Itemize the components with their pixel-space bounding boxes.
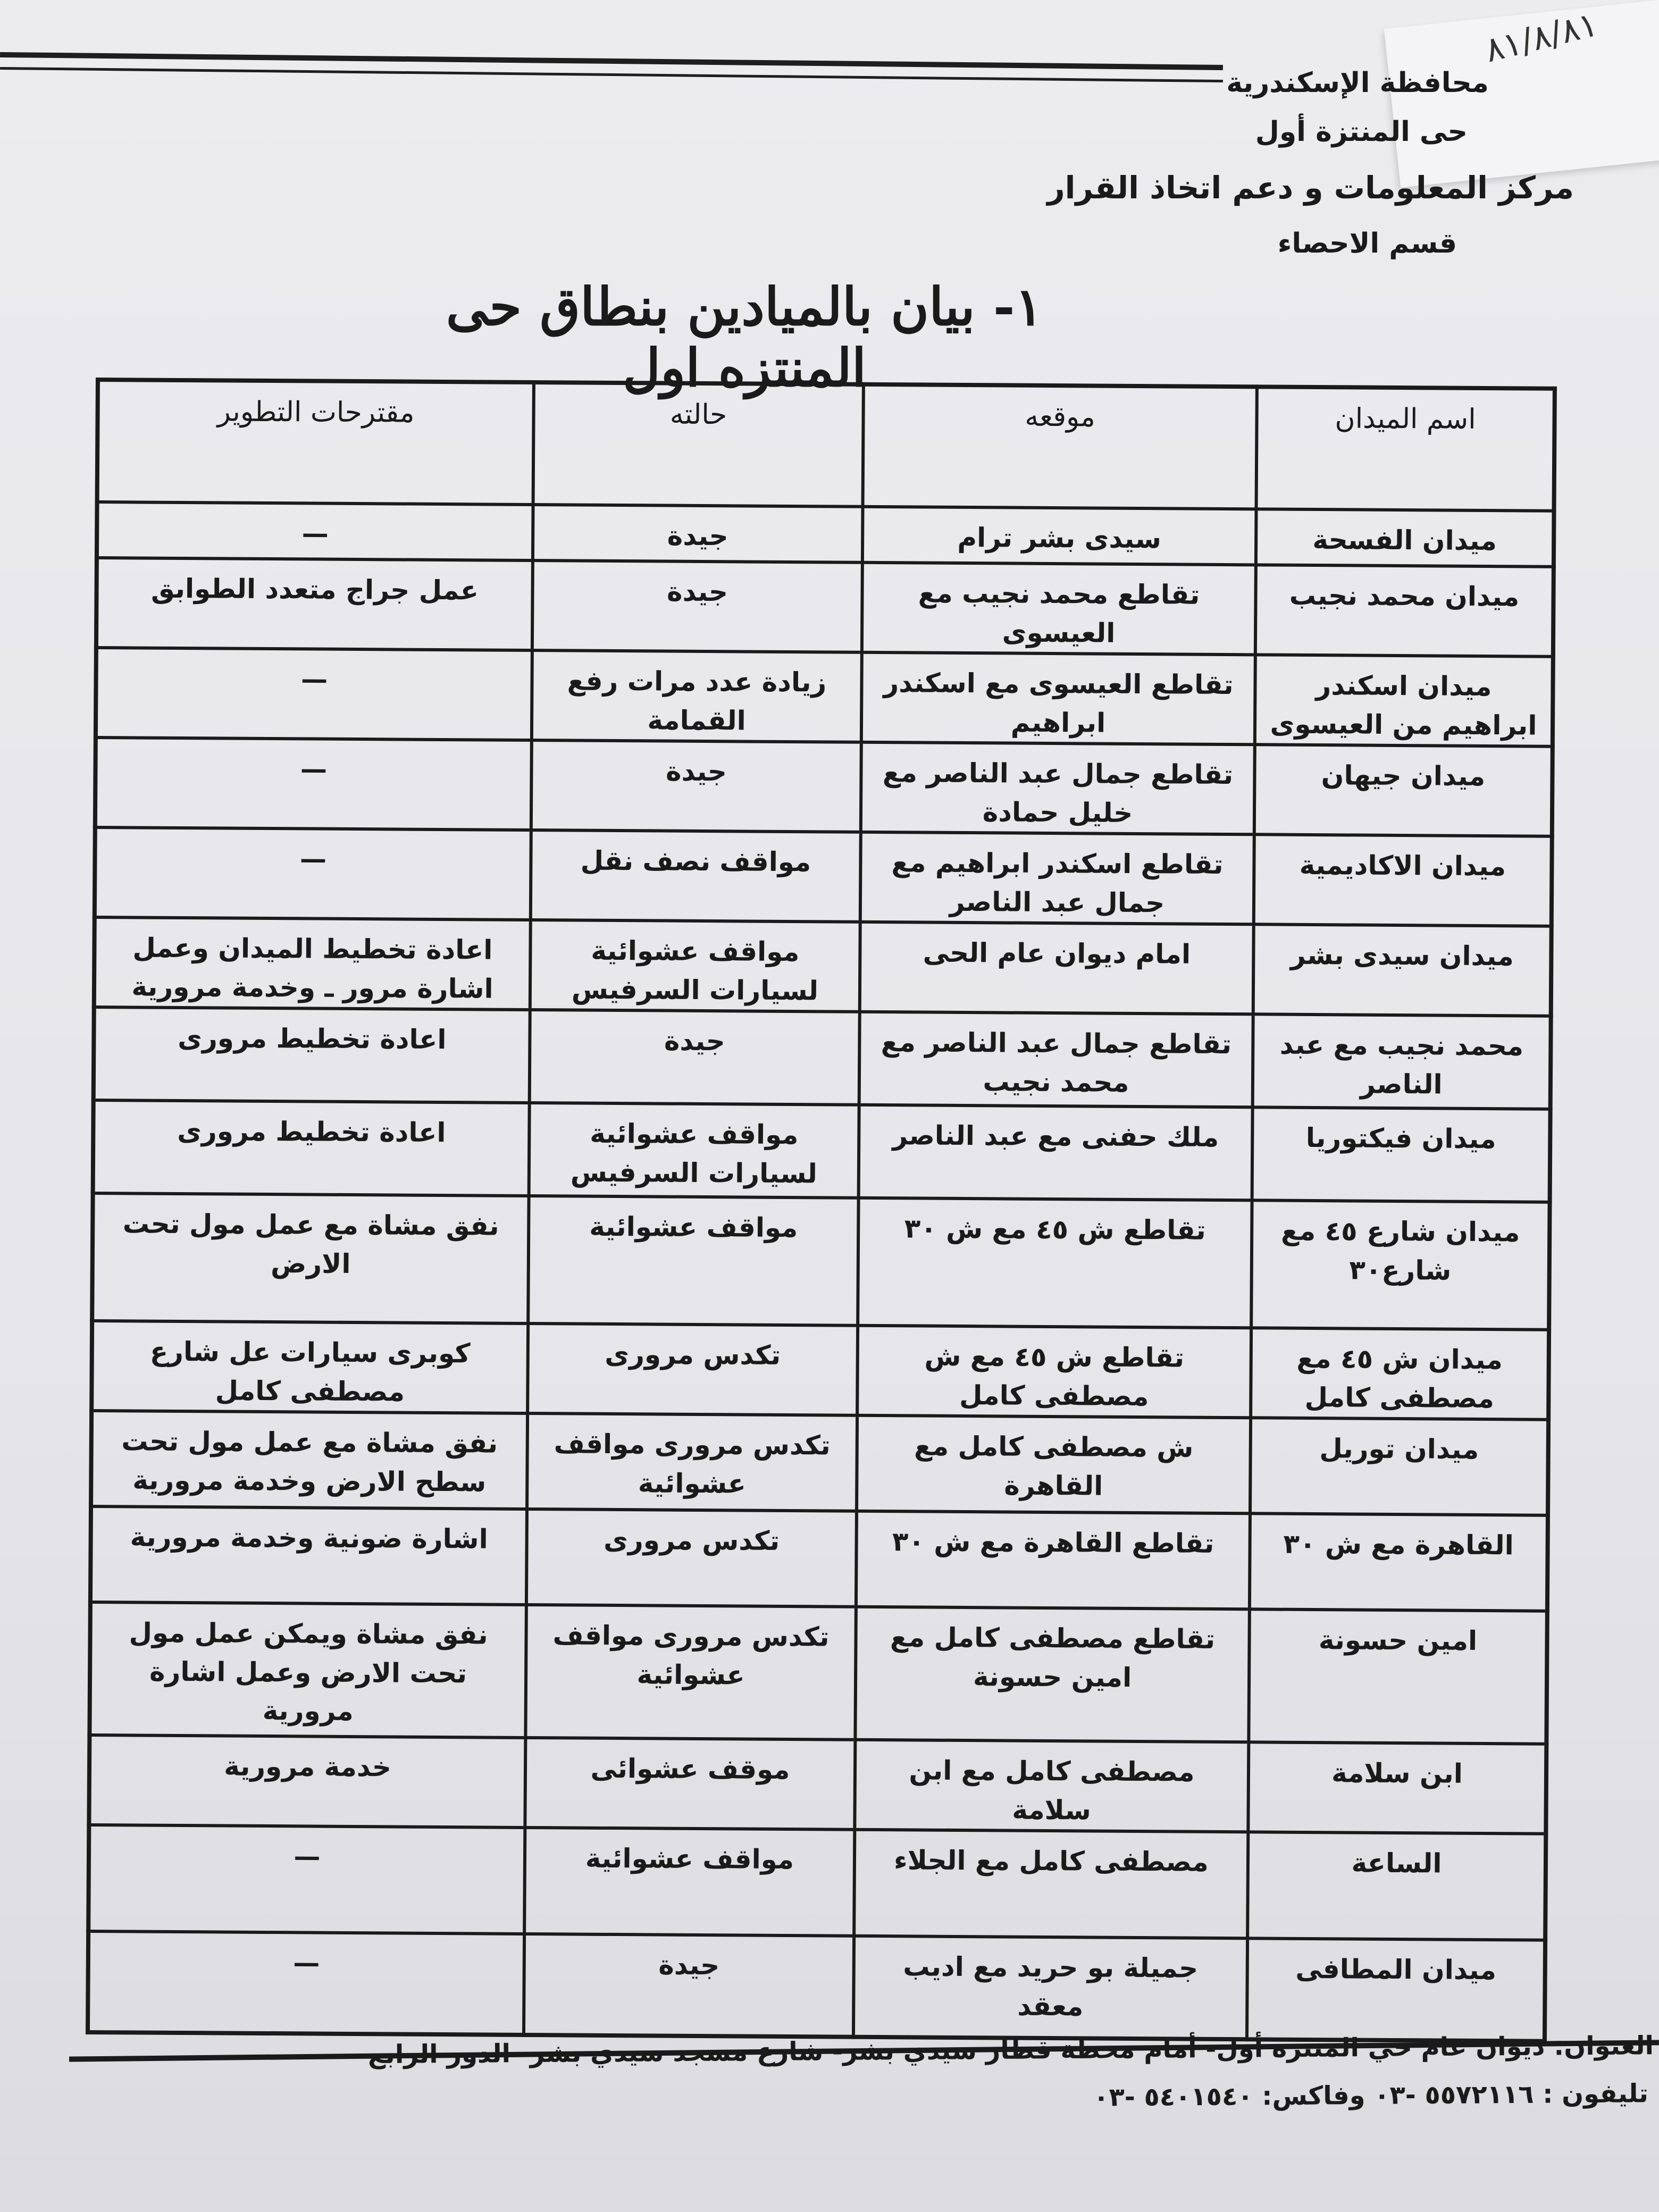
status-cell: مواقف عشوائية لسيارات السرفيس	[530, 920, 860, 1012]
table-row	[95, 738, 1553, 836]
table-row	[94, 917, 1552, 1016]
location-cell: تقاطع ش ٤٥ مع ش مصطفى كامل	[857, 1326, 1251, 1418]
table-row	[91, 1321, 1549, 1420]
status-cell: جيدة	[524, 1934, 854, 2037]
table-row	[96, 648, 1553, 747]
status-cell: جيدة	[531, 740, 861, 832]
squares-table	[86, 378, 1557, 2043]
status-cell: موقف عشوائى	[525, 1738, 855, 1830]
location-cell: امام ديوان عام الحى	[860, 922, 1254, 1015]
square-name-cell: ميدان المطافى	[1247, 1938, 1545, 2041]
status-cell: مواقف عشوائية لسيارات السرفيس	[529, 1103, 859, 1198]
proposal-cell: نفق مشاة ويمكن عمل مول تحت الارض وعمل اشارة مرورية	[89, 1602, 526, 1738]
square-name-cell: محمد نجيب مع عبد الناصر	[1253, 1014, 1551, 1109]
square-name-cell: امين حسونة	[1249, 1609, 1547, 1744]
location-cell: ش مصطفى كامل مع القاهرة	[857, 1415, 1251, 1514]
location-cell: سيدى بشر ترام	[862, 507, 1256, 565]
table-row	[90, 1506, 1548, 1611]
header-proposals: مقترحات التطوير	[97, 380, 534, 505]
table-row	[94, 1007, 1551, 1109]
table-row	[96, 558, 1554, 657]
square-name-cell: ميدان سيدى بشر	[1253, 924, 1552, 1016]
proposal-cell: خدمة مرورية	[89, 1735, 525, 1828]
table-row	[92, 1193, 1549, 1330]
status-cell: جيدة	[533, 505, 863, 563]
letterhead	[1042, 64, 1574, 257]
location-cell: مصطفى كامل مع ابن سلامة	[854, 1740, 1249, 1832]
square-name-cell: ميدان فيكتوريا	[1252, 1107, 1551, 1202]
status-cell: تكدس مرورى	[526, 1509, 857, 1607]
location-cell: تقاطع جمال عبد الناصر مع خليل حمادة	[861, 742, 1255, 835]
location-cell: تقاطع مصطفى كامل مع امين حسونة	[855, 1607, 1250, 1742]
square-name-cell: القاهرة مع ش ٣٠	[1250, 1513, 1548, 1611]
header-location: موقعه	[863, 384, 1257, 509]
proposal-cell: اعادة تخطيط الميدان وعمل اشارة مرور ـ وخدمة مرورية	[94, 917, 531, 1010]
location-cell: جميلة بو حريد مع اديب معقد	[853, 1936, 1247, 2040]
table-row	[95, 827, 1552, 926]
district-name: حى المنتزة أول	[1255, 116, 1468, 148]
status-cell: جيدة	[532, 560, 862, 652]
header-status: حالته	[533, 382, 864, 507]
proposal-cell: نفق مشاة مع عمل مول تحت سطح الارض وخدمة مرورية	[91, 1411, 527, 1509]
square-name-cell: ميدان جيهان	[1254, 744, 1553, 836]
department-name: قسم الاحصاء	[1277, 228, 1457, 259]
footer-contact: تليفون : ٥٥٧٢١١٦ -٠٣ وفاكس: ٥٤٠١٥٤٠ -٠٣	[1093, 2079, 1649, 2113]
square-name-cell: ابن سلامة	[1248, 1742, 1546, 1833]
table-header-row	[97, 380, 1555, 511]
square-name-cell: ميدان الاكاديمية	[1254, 834, 1552, 926]
square-name-cell: ميدان توريل	[1250, 1418, 1548, 1515]
status-cell: زيادة عدد مرات رفع القمامة	[532, 650, 862, 742]
proposal-cell: —	[97, 502, 533, 560]
table-row	[88, 1931, 1545, 2041]
table-row	[89, 1602, 1547, 1744]
square-name-cell: ميدان محمد نجيب	[1255, 565, 1554, 656]
location-cell: تقاطع القاهرة مع ش ٣٠	[856, 1511, 1250, 1610]
proposal-cell: عمل جراج متعدد الطوابق	[96, 558, 533, 650]
square-name-cell: ميدان اسكندر ابراهيم من العيسوى	[1255, 655, 1553, 746]
location-cell: تقاطع اسكندر ابراهيم مع جمال عبد الناصر	[860, 832, 1254, 925]
status-cell: تكدس مرورى مواقف عشوائية	[527, 1413, 857, 1511]
location-cell: تقاطع محمد نجيب مع العيسوى	[862, 563, 1256, 655]
proposal-cell: اعادة تخطيط مرورى	[94, 1007, 530, 1103]
location-cell: تقاطع جمال عبد الناصر مع محمد نجيب	[859, 1012, 1253, 1108]
proposal-cell: نفق مشاة مع عمل مول تحت الارض	[92, 1193, 529, 1323]
status-cell: جيدة	[530, 1010, 860, 1105]
table-row	[97, 502, 1554, 567]
handwritten-date: ٨١/٨/٨١	[1481, 4, 1602, 71]
location-cell: تقاطع العيسوى مع اسكندر ابراهيم	[861, 652, 1255, 745]
proposal-cell: —	[95, 827, 531, 920]
square-name-cell: ميدان ش ٤٥ مع مصطفى كامل	[1251, 1328, 1549, 1419]
center-name: مركز المعلومات و دعم اتخاذ القرار	[1047, 170, 1574, 206]
square-name-cell: ميدان الفسحة	[1256, 509, 1554, 566]
footer-address: العنوان: ديوان عام حي المنتزه أول- أمام محطة قطار سيدي بشر- شارع مسجد سيدي بشر- الدور الرابع	[367, 2031, 1654, 2070]
location-cell: ملك حفنى مع عبد الناصر	[859, 1105, 1253, 1201]
location-cell: مصطفى كامل مع الجلاء	[854, 1830, 1248, 1939]
proposal-cell: كوبرى سيارات عل شارع مصطفى كامل	[91, 1321, 528, 1413]
square-name-cell: الساعة	[1247, 1832, 1546, 1940]
proposal-cell: اشارة ضونية وخدمة مرورية	[90, 1506, 527, 1605]
status-cell: تكدس مرورى مواقف عشوائية	[525, 1605, 856, 1740]
table-row	[88, 1825, 1546, 1940]
proposal-cell: اعادة تخطيط مرورى	[93, 1100, 530, 1196]
proposal-cell: —	[95, 738, 532, 830]
status-cell: مواقف عشوائية	[528, 1196, 858, 1326]
location-cell: تقاطع ش ٤٥ مع ش ٣٠	[858, 1198, 1252, 1328]
status-cell: تكدس مرورى	[527, 1323, 858, 1415]
proposal-cell: —	[96, 648, 532, 740]
square-name-cell: ميدان شارع ٤٥ مع شارع٣٠	[1251, 1200, 1549, 1329]
document-title: ١- بيان بالميادين بنطاق حى المنتزه اول	[446, 276, 1043, 399]
table-row	[91, 1411, 1548, 1515]
status-cell: مواقف نصف نقل	[531, 830, 861, 922]
status-cell: مواقف عشوائية	[524, 1828, 854, 1936]
proposal-cell: —	[88, 1825, 525, 1934]
table-row	[93, 1100, 1551, 1202]
header-square-name: اسم الميدان	[1256, 387, 1555, 510]
table-row	[89, 1735, 1546, 1834]
proposal-cell: —	[88, 1931, 524, 2035]
governorate-name: محافظة الإسكندرية	[1226, 67, 1489, 99]
